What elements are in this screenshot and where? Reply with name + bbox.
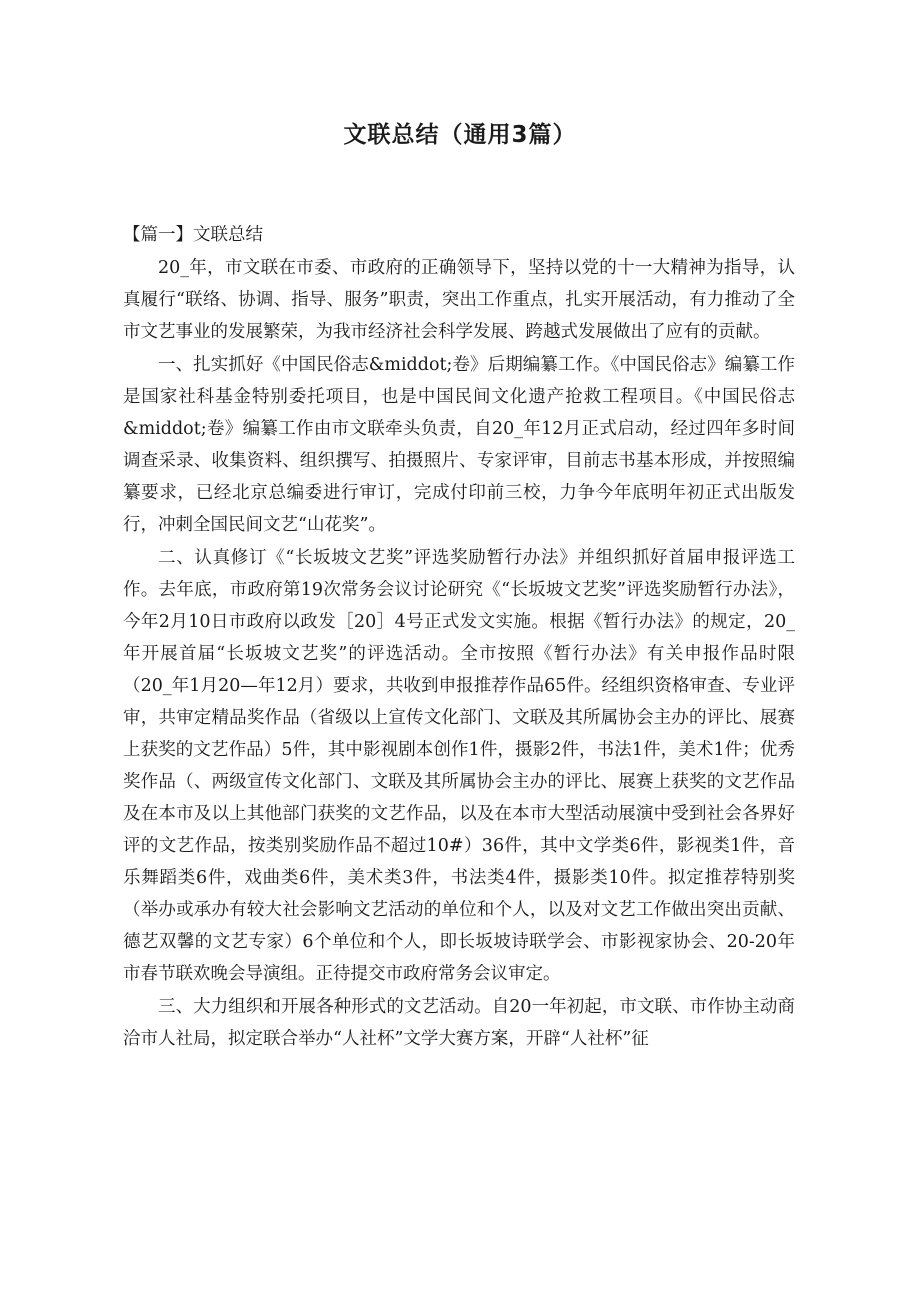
paragraph-item-1: 一、扎实抓好《中国民俗志&middot;卷》后期编纂工作。《中国民俗志》编纂工作是国家社科基金特别委托项目，也是中国民间文化遗产抢救工程项目。《中国民俗志&middot;卷》编纂工作由市文联牵头负责，自20_年12月正式启动，经过四年多时间调查采录、收集资料、组织撰写、拍摄照片、专家评审，目前志书基本形成，并按照编纂要求，已经北京总编委进行审订，完成付印前三校，力争今年底明年初正式出版发行，冲刺全国民间文艺“山花奖”。	[123, 355, 795, 535]
section-heading: 【篇一】文联总结	[123, 225, 263, 245]
paragraph-item-2: 二、认真修订《“长坂坡文艺奖”评选奖励暂行办法》并组织抓好首届申报评选工作。去年底，市政府第19次常务会议讨论研究《“长坂坡文艺奖”评选奖励暂行办法》，今年2月10日市政府以政发［20］4号正式发文实施。根据《暂行办法》的规定，20_年开展首届“长坂坡文艺奖”的评选活动。全市按照《暂行办法》有关申报作品时限（20_年1月20—年12月）要求，共收到申报推荐作品65件。经组织资格审查、专业评审，共审定精品奖作品（省级以上宣传文化部门、文联及其所属协会主办的评比、展赛上获奖的文艺作品）5件，其中影视剧本创作1件，摄影2件，书法1件，美术1件；优秀奖作品（、两级宣传文化部门、文联及其所属协会主办的评比、展赛上获奖的文艺作品及在本市及以上其他部门获奖的文艺作品，以及在本市大型活动展演中受到社会各界好评的文艺作品，按类别奖励作品不超过10#）36件，其中文学类6件，影视类1件，音乐舞蹈类6件，戏曲类6件，美术类3件，书法类4件，摄影类10件。拟定推荐特别奖（举办或承办有较大社会影响文艺活动的单位和个人，以及对文艺工作做出突出贡献、德艺双馨的文艺专家）6个单位和个人，即长坂坡诗联学会、市影视家协会、20-20年市春节联欢晚会导演组。正待提交市政府常务会议审定。	[123, 548, 795, 984]
document-title: 文联总结（通用3篇）	[343, 122, 577, 148]
paragraph-item-3: 三、大力组织和开展各种形式的文艺活动。自20一年初起，市文联、市作协主动商洽市人社局，拟定联合举办“人社杯”文学大赛方案，开辟“人社杯”征	[123, 997, 795, 1049]
paragraph-intro: 20_年，市文联在市委、市政府的正确领导下，坚持以党的十一大精神为指导，认真履行“联络、协调、指导、服务”职责，突出工作重点，扎实开展活动，有力推动了全市文艺事业的发展繁荣，为我市经济社会科学发展、跨越式发展做出了应有的贡献。	[123, 258, 795, 342]
document-body	[123, 219, 795, 1056]
